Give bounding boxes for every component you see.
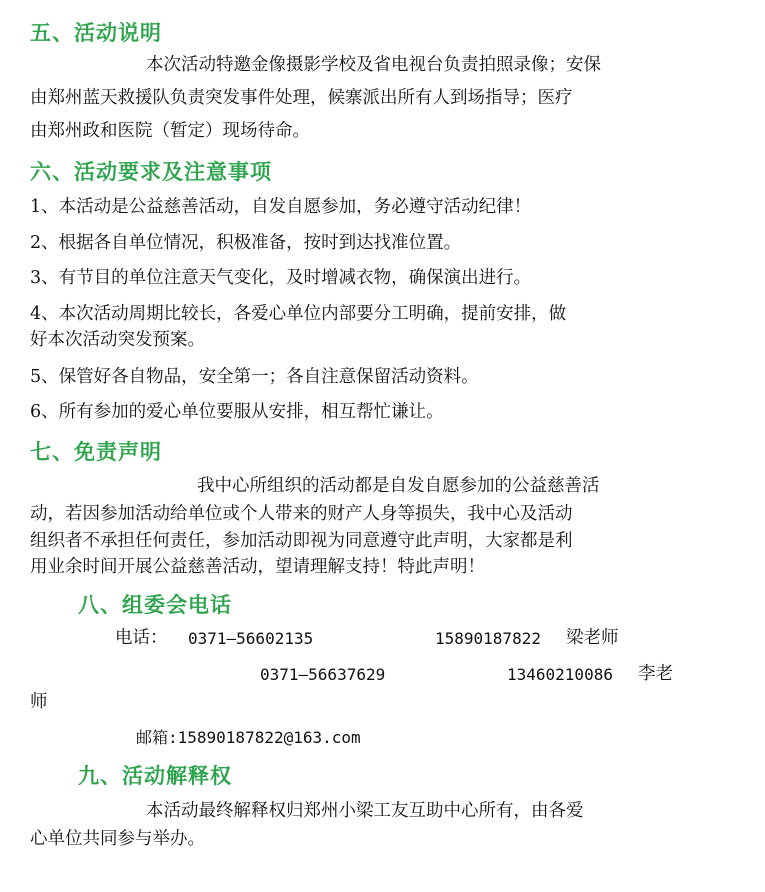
section-8-heading: 八、组委会电话: [78, 592, 232, 617]
mobile-2: 13460210086: [507, 665, 613, 684]
section-5-line-2: 由郑州蓝天救援队负责突发事件处理，候寨派出所有人到场指导；医疗: [30, 88, 573, 108]
email: 邮箱:15890187822@163.com: [136, 728, 361, 747]
rule-item-3: 3、有节目的单位注意天气变化，及时增减衣物，确保演出进行。: [30, 268, 532, 288]
disclaimer-line-2: 动，若因参加活动给单位或个人带来的财产人身等损失，我中心及活动: [30, 504, 573, 524]
disclaimer-line-3: 组织者不承担任何责任，参加活动即视为同意遵守此声明，大家都是利: [30, 531, 573, 551]
rule-item-2: 2、根据各自单位情况，积极准备，按时到达找准位置。: [30, 233, 462, 253]
contact-name-2-part-2: 师: [30, 692, 48, 712]
section-7-heading: 七、免责声明: [30, 439, 162, 464]
mobile-1: 15890187822: [435, 629, 541, 648]
contact-name-1: 梁老师: [566, 628, 619, 648]
phone-1: 0371—56602135: [188, 629, 314, 648]
disclaimer-line-4: 用业余时间开展公益慈善活动，望请理解支持！特此声明！: [30, 557, 485, 577]
section-5-heading: 五、活动说明: [30, 20, 162, 45]
rule-item-6: 6、所有参加的爱心单位要服从安排，相互帮忙谦让。: [30, 402, 444, 422]
section-5-line-1: 本次活动特邀金像摄影学校及省电视台负责拍照录像；安保: [146, 55, 601, 75]
disclaimer-line-1: 我中心所组织的活动都是自发自愿参加的公益慈善活: [197, 476, 600, 496]
section-5-line-3: 由郑州政和医院（暂定）现场待命。: [30, 121, 310, 141]
contact-name-2-part-1: 李老: [638, 664, 673, 684]
rights-line-1: 本活动最终解释权归郑州小梁工友互助中心所有，由各爱: [146, 801, 584, 821]
rule-item-4-line-2: 好本次活动突发预案。: [30, 330, 205, 350]
tel-label: 电话：: [115, 628, 168, 648]
rule-item-4-line-1: 4、本次活动周期比较长，各爱心单位内部要分工明确，提前安排，做: [30, 304, 567, 324]
rights-line-2: 心单位共同参与举办。: [30, 829, 205, 849]
phone-2: 0371—56637629: [260, 665, 386, 684]
section-6-heading: 六、活动要求及注意事项: [30, 159, 272, 184]
rule-item-5: 5、保管好各自物品，安全第一；各自注意保留活动资料。: [30, 367, 479, 387]
section-9-heading: 九、活动解释权: [78, 763, 232, 788]
rule-item-1: 1、本活动是公益慈善活动，自发自愿参加，务必遵守活动纪律！: [30, 197, 532, 217]
